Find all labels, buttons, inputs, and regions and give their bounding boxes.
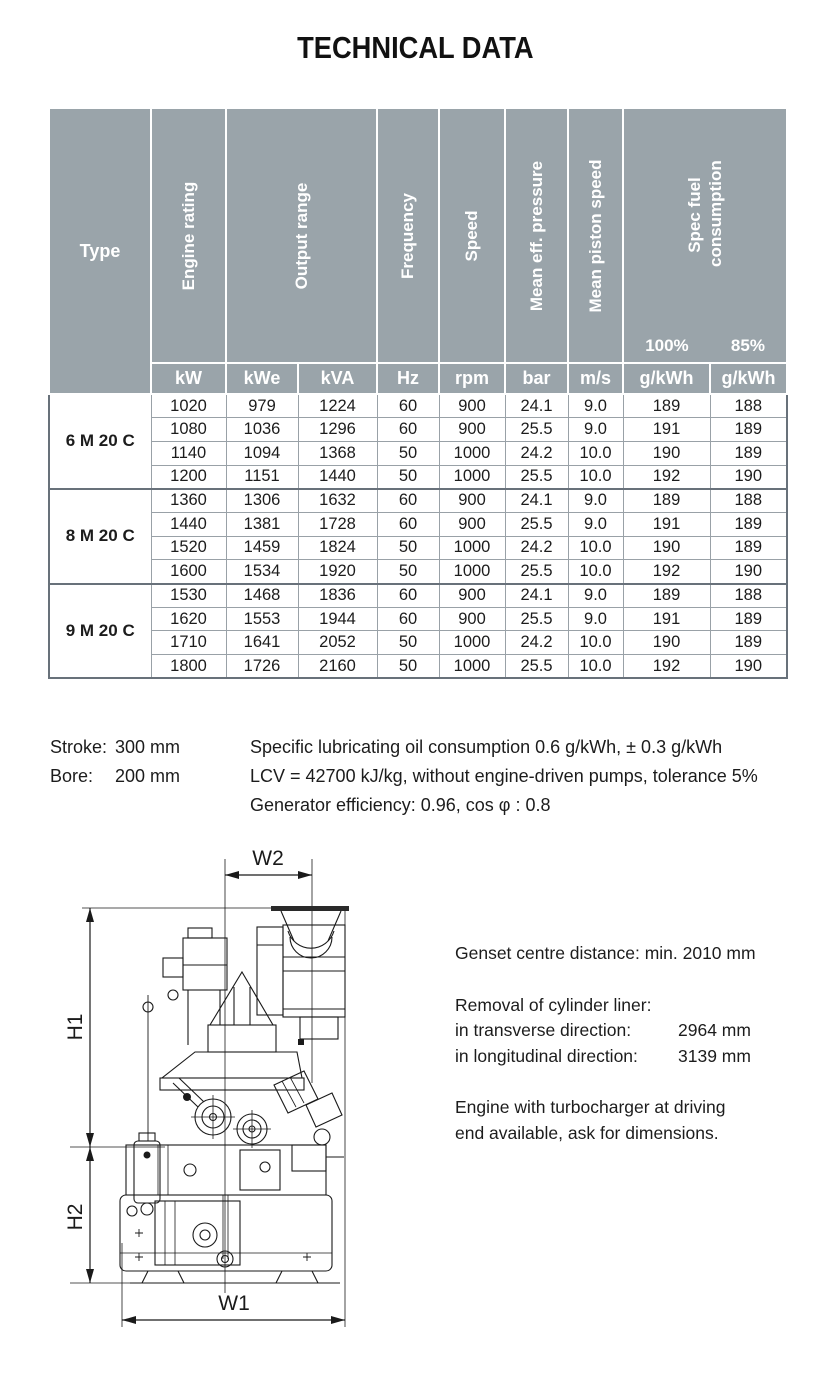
value-cell: 9.0: [568, 607, 623, 631]
value-cell: 9.0: [568, 418, 623, 442]
value-cell: 190: [623, 631, 710, 655]
engine-drawing: [60, 845, 440, 1330]
value-cell: 24.2: [505, 536, 568, 560]
value-cell: 1000: [439, 441, 505, 465]
value-cell: 50: [377, 465, 439, 489]
value-cell: 900: [439, 584, 505, 608]
page-title: TECHNICAL DATA: [296, 30, 534, 65]
engine-cross-section: [120, 906, 349, 1283]
value-cell: 50: [377, 441, 439, 465]
load-85-label: 85%: [730, 336, 765, 355]
value-cell: 1036: [226, 418, 298, 442]
bore-row: [50, 762, 180, 791]
value-cell: 1200: [151, 465, 226, 489]
value-cell: 900: [439, 489, 505, 513]
value-cell: 190: [623, 536, 710, 560]
bore-stroke-block: [50, 733, 180, 791]
value-cell: 1360: [151, 489, 226, 513]
value-cell: 1459: [226, 536, 298, 560]
value-cell: 60: [377, 418, 439, 442]
value-cell: 1530: [151, 584, 226, 608]
value-cell: 192: [623, 655, 710, 679]
value-cell: 188: [710, 394, 787, 418]
value-cell: 60: [377, 394, 439, 418]
col-header-engine-rating: Engine rating: [151, 108, 226, 363]
value-cell: 191: [623, 607, 710, 631]
value-cell: 1944: [298, 607, 377, 631]
value-cell: 900: [439, 607, 505, 631]
liner-title: Removal of cylinder liner:: [455, 994, 652, 1015]
value-cell: 50: [377, 536, 439, 560]
svg-text:W1: W1: [218, 1292, 250, 1315]
value-cell: 1000: [439, 631, 505, 655]
bore-value: 200 mm: [115, 766, 181, 786]
value-cell: 50: [377, 560, 439, 584]
value-cell: 9.0: [568, 394, 623, 418]
unit-gkwh-100: g/kWh: [623, 363, 710, 394]
col-header-output-range: Output range: [226, 108, 377, 363]
header-row-units: [49, 363, 787, 394]
value-cell: 1368: [298, 441, 377, 465]
unit-rpm: rpm: [439, 363, 505, 394]
value-cell: 900: [439, 512, 505, 536]
value-cell: 1151: [226, 465, 298, 489]
unit-bar: bar: [505, 363, 568, 394]
value-cell: 2052: [298, 631, 377, 655]
value-cell: 190: [623, 441, 710, 465]
value-cell: 60: [377, 607, 439, 631]
value-cell: 1224: [298, 394, 377, 418]
value-cell: 189: [710, 512, 787, 536]
value-cell: 60: [377, 584, 439, 608]
value-cell: 24.2: [505, 441, 568, 465]
dimension-h1: [64, 908, 94, 1147]
dimension-h2: [64, 1147, 94, 1283]
table-row: [49, 512, 787, 536]
value-cell: 1381: [226, 512, 298, 536]
col-header-speed: Speed: [439, 108, 505, 363]
table-row: [49, 536, 787, 560]
genset-distance-note: Genset centre distance: min. 2010 mm: [455, 943, 756, 963]
value-cell: 50: [377, 655, 439, 679]
table-row: [49, 655, 787, 679]
value-cell: 1632: [298, 489, 377, 513]
value-cell: 1440: [298, 465, 377, 489]
value-cell: 189: [710, 441, 787, 465]
table-row: [49, 560, 787, 584]
value-cell: 24.1: [505, 394, 568, 418]
value-cell: 25.5: [505, 655, 568, 679]
value-cell: 25.5: [505, 465, 568, 489]
value-cell: 9.0: [568, 584, 623, 608]
value-cell: 1710: [151, 631, 226, 655]
value-cell: 1140: [151, 441, 226, 465]
stroke-value: 300 mm: [115, 737, 181, 757]
table-row: [49, 489, 787, 513]
value-cell: 1000: [439, 560, 505, 584]
value-cell: 10.0: [568, 441, 623, 465]
table-row: [49, 584, 787, 608]
stroke-row: [50, 733, 180, 762]
value-cell: 189: [623, 394, 710, 418]
col-header-spec-fuel-consumption: Spec fuel consumption 100% 85%: [623, 108, 787, 363]
value-cell: 190: [710, 465, 787, 489]
value-cell: 900: [439, 418, 505, 442]
value-cell: 1468: [226, 584, 298, 608]
svg-text:W2: W2: [252, 847, 284, 870]
value-cell: 188: [710, 584, 787, 608]
note-line: LCV = 42700 kJ/kg, without engine-driven pumps, tolerance 5%: [250, 766, 758, 786]
value-cell: 1600: [151, 560, 226, 584]
value-cell: 1306: [226, 489, 298, 513]
value-cell: 192: [623, 560, 710, 584]
value-cell: 25.5: [505, 607, 568, 631]
value-cell: 189: [623, 584, 710, 608]
note-line: Generator efficiency: 0.96, cos φ : 0.8: [250, 795, 551, 815]
value-cell: 189: [710, 418, 787, 442]
cylinder-liner-note: [455, 993, 805, 1070]
value-cell: 24.2: [505, 631, 568, 655]
unit-kwe: kWe: [226, 363, 298, 394]
value-cell: 190: [710, 655, 787, 679]
value-cell: 1641: [226, 631, 298, 655]
note-line: Specific lubricating oil consumption 0.6 g/kWh, ± 0.3 g/kWh: [250, 737, 723, 757]
value-cell: 10.0: [568, 465, 623, 489]
value-cell: 1080: [151, 418, 226, 442]
table-row: [49, 418, 787, 442]
value-cell: 192: [623, 465, 710, 489]
technical-data-table: [48, 107, 788, 679]
value-cell: 1553: [226, 607, 298, 631]
value-cell: 1440: [151, 512, 226, 536]
value-cell: 1920: [298, 560, 377, 584]
table-row: [49, 465, 787, 489]
value-cell: 9.0: [568, 512, 623, 536]
value-cell: 25.5: [505, 418, 568, 442]
general-notes: [250, 733, 758, 820]
value-cell: 1726: [226, 655, 298, 679]
col-header-mean-eff-pressure: Mean eff. pressure: [505, 108, 568, 363]
value-cell: 188: [710, 489, 787, 513]
col-header-mean-piston-speed: Mean piston speed: [568, 108, 623, 363]
value-cell: 10.0: [568, 536, 623, 560]
table-row: [49, 607, 787, 631]
value-cell: 24.1: [505, 584, 568, 608]
unit-ms: m/s: [568, 363, 623, 394]
liner-longitudinal-row: in longitudinal direction: 3139 mm: [455, 1045, 751, 1066]
table-row: [49, 394, 787, 418]
value-cell: 1000: [439, 655, 505, 679]
unit-hz: Hz: [377, 363, 439, 394]
value-cell: 189: [710, 607, 787, 631]
value-cell: 189: [710, 536, 787, 560]
liner-transverse-row: in transverse direction: 2964 mm: [455, 1020, 751, 1040]
value-cell: 189: [710, 631, 787, 655]
header-row-main: [49, 108, 787, 363]
bore-label: Bore:: [50, 766, 94, 786]
value-cell: 25.5: [505, 512, 568, 536]
value-cell: 900: [439, 394, 505, 418]
value-cell: 1000: [439, 536, 505, 560]
unit-gkwh-85: g/kWh: [710, 363, 787, 394]
table-row: [49, 631, 787, 655]
unit-kw: kW: [151, 363, 226, 394]
value-cell: 60: [377, 512, 439, 536]
value-cell: 1620: [151, 607, 226, 631]
load-100-label: 100%: [645, 336, 689, 355]
engine-drawing-svg: [60, 845, 440, 1330]
dimension-w1: [122, 1292, 345, 1324]
dimension-notes: [455, 941, 805, 1172]
value-cell: 1094: [226, 441, 298, 465]
unit-kva: kVA: [298, 363, 377, 394]
value-cell: 1534: [226, 560, 298, 584]
value-cell: 1800: [151, 655, 226, 679]
value-cell: 189: [623, 489, 710, 513]
value-cell: 2160: [298, 655, 377, 679]
value-cell: 191: [623, 512, 710, 536]
table-row: [49, 441, 787, 465]
value-cell: 1296: [298, 418, 377, 442]
value-cell: 10.0: [568, 560, 623, 584]
col-header-frequency: Frequency: [377, 108, 439, 363]
svg-text:H2: H2: [64, 1203, 87, 1231]
value-cell: 1020: [151, 394, 226, 418]
engine-type-cell: 8 M 20 C: [49, 489, 151, 584]
engine-type-cell: 6 M 20 C: [49, 394, 151, 489]
value-cell: 25.5: [505, 560, 568, 584]
engine-type-cell: 9 M 20 C: [49, 584, 151, 679]
value-cell: 10.0: [568, 655, 623, 679]
value-cell: 24.1: [505, 489, 568, 513]
value-cell: 9.0: [568, 489, 623, 513]
svg-text:H1: H1: [64, 1013, 87, 1041]
value-cell: 191: [623, 418, 710, 442]
value-cell: 190: [710, 560, 787, 584]
value-cell: 60: [377, 489, 439, 513]
table-body: [49, 394, 787, 678]
value-cell: 50: [377, 631, 439, 655]
value-cell: 1520: [151, 536, 226, 560]
value-cell: 1836: [298, 584, 377, 608]
value-cell: 10.0: [568, 631, 623, 655]
value-cell: 1000: [439, 465, 505, 489]
turbocharger-note: Engine with turbocharger at driving end available, ask for dimensions.: [455, 1097, 726, 1143]
value-cell: 1824: [298, 536, 377, 560]
dimension-w2: [225, 847, 312, 879]
col-header-type: Type: [49, 108, 151, 394]
value-cell: 1728: [298, 512, 377, 536]
value-cell: 979: [226, 394, 298, 418]
stroke-label: Stroke:: [50, 737, 108, 757]
